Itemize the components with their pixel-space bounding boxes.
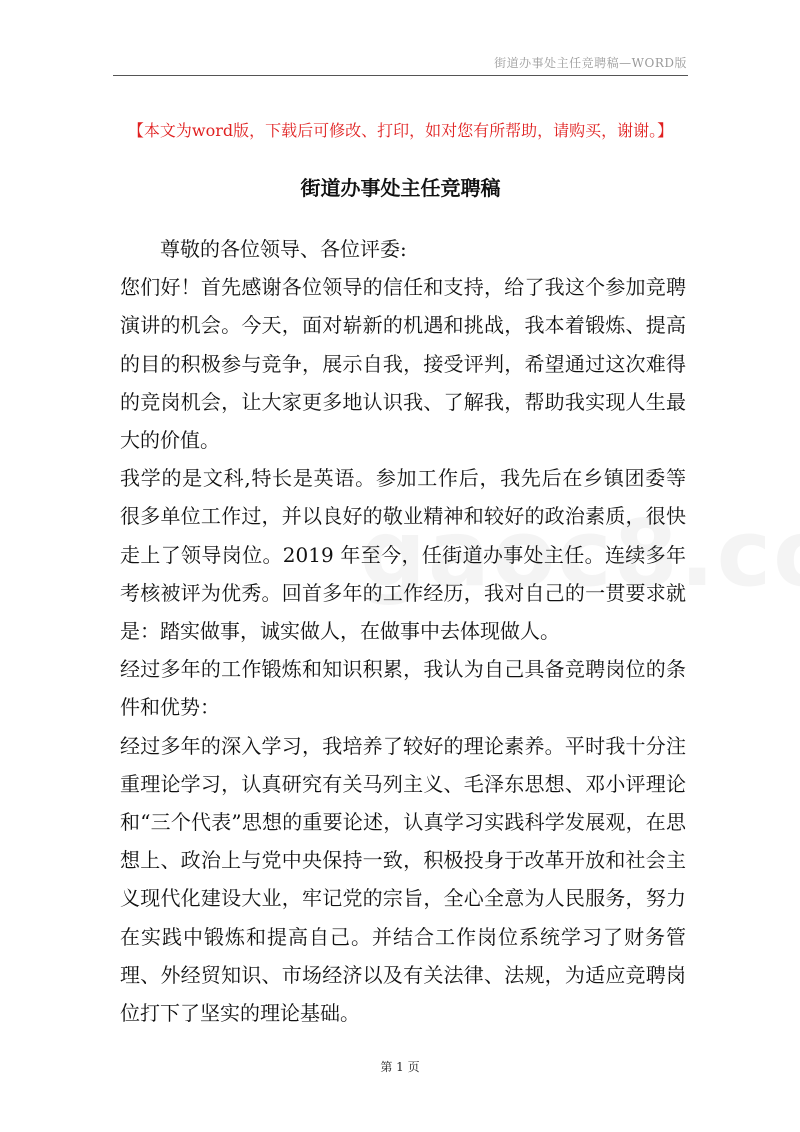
running-header: 街道办事处主任竞聘稿—WORD版: [494, 56, 687, 70]
document-title: 街道办事处主任竞聘稿: [300, 176, 501, 200]
download-notice: 【本文为word版，下载后可修改、打印，如对您有所帮助，请购买，谢谢。】: [127, 121, 674, 140]
page-number: 第 1 页: [380, 1060, 420, 1074]
header-divider: [113, 75, 688, 76]
paragraph: 您们好！首先感谢各位领导的信任和支持，给了我这个参加竞聘演讲的机会。今天，面对崭新的机遇和挑战，我本着锻炼、提高的目的积极参与竞争，展示自我，接受评判，希望通过这次难得的竞岗机会，让大家更多地认识我、了解我，帮助我实现人生最大的价值。: [120, 275, 686, 453]
document-body: [120, 230, 686, 1032]
paragraph: 经过多年的工作锻炼和知识积累，我认为自己具备竞聘岗位的条件和优势：: [120, 657, 686, 720]
salutation: 尊敬的各位领导、各位评委:: [160, 237, 407, 261]
paragraph: 我学的是文科,特长是英语。参加工作后，我先后在乡镇团委等很多单位工作过，并以良好的敬业精神和较好的政治素质，很快走上了领导岗位。2019 年至今，任街道办事处主任。连续多年考核被评为优秀。回首多年的工作经历，我对自己的一贯要求就是：踏实做事，诚实做人，在做事中去体现做人。: [120, 466, 686, 644]
paragraph: 经过多年的深入学习，我培养了较好的理论素养。平时我十分注重理论学习，认真研究有关马列主义、毛泽东思想、邓小评理论和“三个代表”思想的重要论述，认真学习实践科学发展观，在思想上、政治上与党中央保持一致，积极投身于改革开放和社会主义现代化建设大业，牢记党的宗旨，全心全意为人民服务，努力在实践中锻炼和提高自己。并结合工作岗位系统学习了财务管理、外经贸知识、市场经济以及有关法律、法规，为适应竞聘岗位打下了坚实的理论基础。: [120, 733, 686, 1026]
